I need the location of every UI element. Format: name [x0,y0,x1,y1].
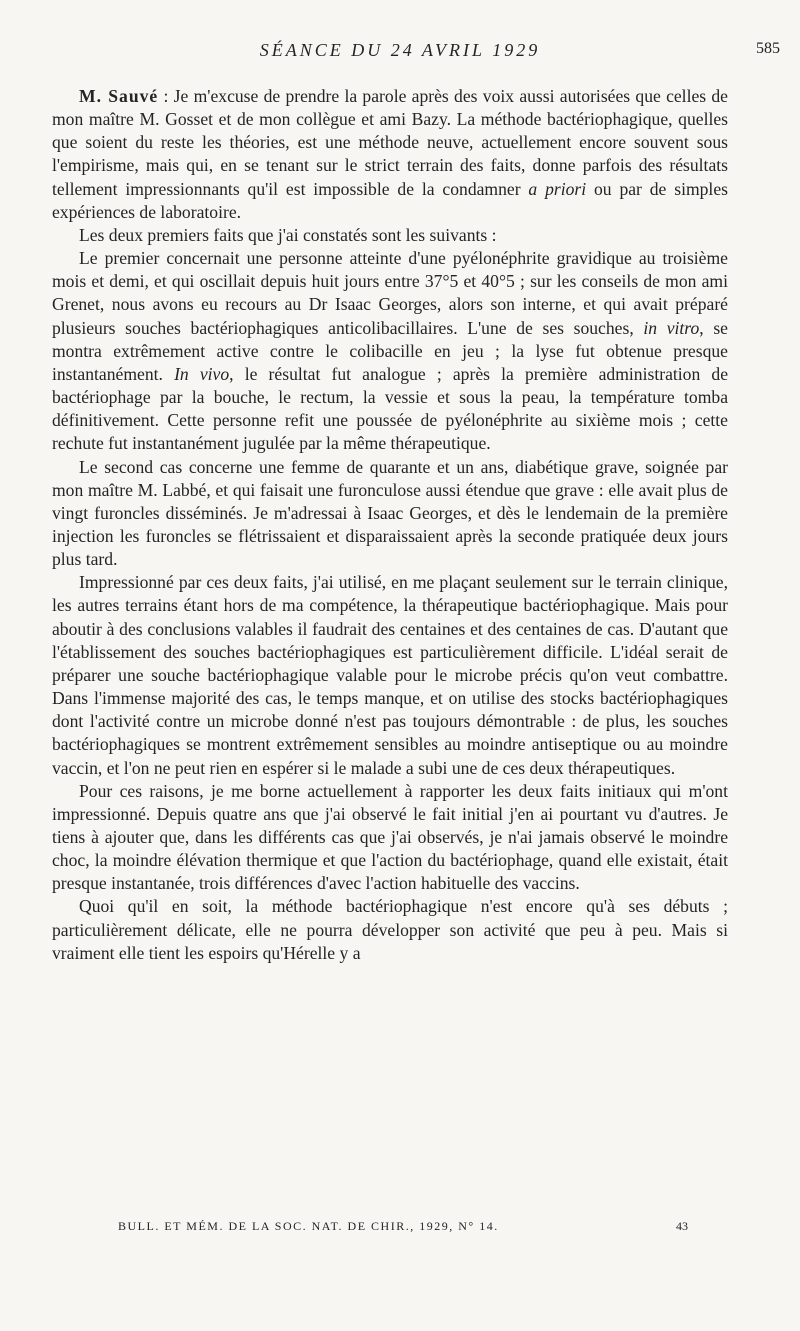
paragraph-1-text-end: ou par de simples expériences de laboratoire. [52,178,728,222]
emphasis-in-vitro: in vitro [643,317,700,338]
body-text [52,85,728,965]
running-title: SÉANCE DU 24 AVRIL 1929 [259,40,541,60]
speaker-name: M. Sauvé [79,86,159,106]
journal-citation: BULL. ET MÉM. DE LA SOC. NAT. DE CHIR., 1929, N° 14. [118,1219,499,1233]
paragraph-7: Quoi qu'il en soit, la méthode bactériophagique n'est encore qu'à ses débuts ; particulièrement délicate, elle ne pourra développer son activité que peu à peu. Mais si vraiment elle tient les espoirs qu'Hérelle y a [52,896,728,963]
paragraph-3 [52,247,728,455]
paragraph-5: Impressionné par ces deux faits, j'ai utilisé, en me plaçant seulement sur le terrain clinique, les autres terrains étant hors de ma compétence, la thérapeutique bactériophagique. Mais pour aboutir à des conclusions valables il faudrait des centaines et des centaines de cas. D'autant que l'établissement des souches bactériophagiques est particulièrement difficile. L'idéal serait de préparer une souche bactériophagique valable pour le microbe précis qu'on veut combattre. Dans l'immense majorité des cas, le temps manque, et on utilise des stocks bactériophagiques dont l'activité contre un microbe donné n'est pas toujours démontrable : de plus, les souches bactériophagiques se montrent extrêmement sensibles au moindre antiseptique ou au moindre vaccin, et l'on ne peut rien en espérer si le malade a subi une de ces deux thérapeutiques. [52,572,728,778]
paragraph-1 [52,85,728,224]
paragraph-2: Les deux premiers faits que j'ai constatés sont les suivants : [79,224,497,245]
page-number: 585 [756,40,780,57]
paragraph-6: Pour ces raisons, je me borne actuellement à rapporter les deux faits initiaux qui m'ont impressionné. Depuis quatre ans que j'ai observé le fait initial j'en ai pourtant vu d'autres. Je tiens à ajouter que, dans les différents cas que j'ai observés, je n'ai jamais observé le moindre choc, la moindre élévation thermique et que l'action du bactériophage, quand elle existait, était presque instantanée, trois différences d'avec l'action habituelle des vaccins. [52,780,728,894]
running-header [0,40,800,66]
emphasis-in-vivo: In vivo [174,363,230,384]
footer [0,1219,800,1239]
emphasis-a-priori: a priori [528,178,587,199]
paragraph-4: Le second cas concerne une femme de quarante et un ans, diabétique grave, soignée par mon maître M. Labbé, et qui faisait une furonculose aussi étendue que grave : elle avait plus de vingt furoncles disséminés. Je m'adressai à Isaac Georges, et dès le lendemain de la première injection les furoncles se flétrissaient et disparaissaient après la seconde pratiquée deux jours plus tard. [52,456,728,570]
paragraph-3-text-end: , le résultat fut analogue ; après la première administration de bactériophage par la bouche, le rectum, la vessie et sous la peau, la température tomba définitivement. Cette personne refit une poussée de pyélonéphrite au sixième mois ; cette rechute fut instantanément jugulée par la même thérapeutique. [52,363,729,454]
sheet-number: 43 [676,1219,688,1233]
paragraph-1-text: : Je m'excuse de prendre la parole après des voix aussi autorisées que celles de mon maître M. Gosset et de mon collègue et ami Bazy. La méthode bactériophagique, quelles que soient du reste les théories, est une méthode neuve, actuellement encore souvent sous l'empirisme, mais qui, en se tenant sur le strict terrain des faits, donne parfois des résultats tellement impressionnants qu'il est impossible de la condamner [52,86,728,199]
paragraph-3-text: Le premier concernait une personne atteinte d'une pyélonéphrite gravidique au troisième mois et demi, et qui oscillait depuis huit jours entre 37°5 et 40°5 ; sur les conseils de mon ami Grenet, nous avons eu recours au Dr Isaac Georges, alors son interne, et qui avait préparé plusieurs souches bactériophagiques anticolibacillaires. L'une de ses souches, [52,248,728,338]
paragraph-3-text-mid: , se montra extrêmement active contre le colibacille en jeu ; la lyse fut obtenue presque instantanément. [52,317,728,384]
